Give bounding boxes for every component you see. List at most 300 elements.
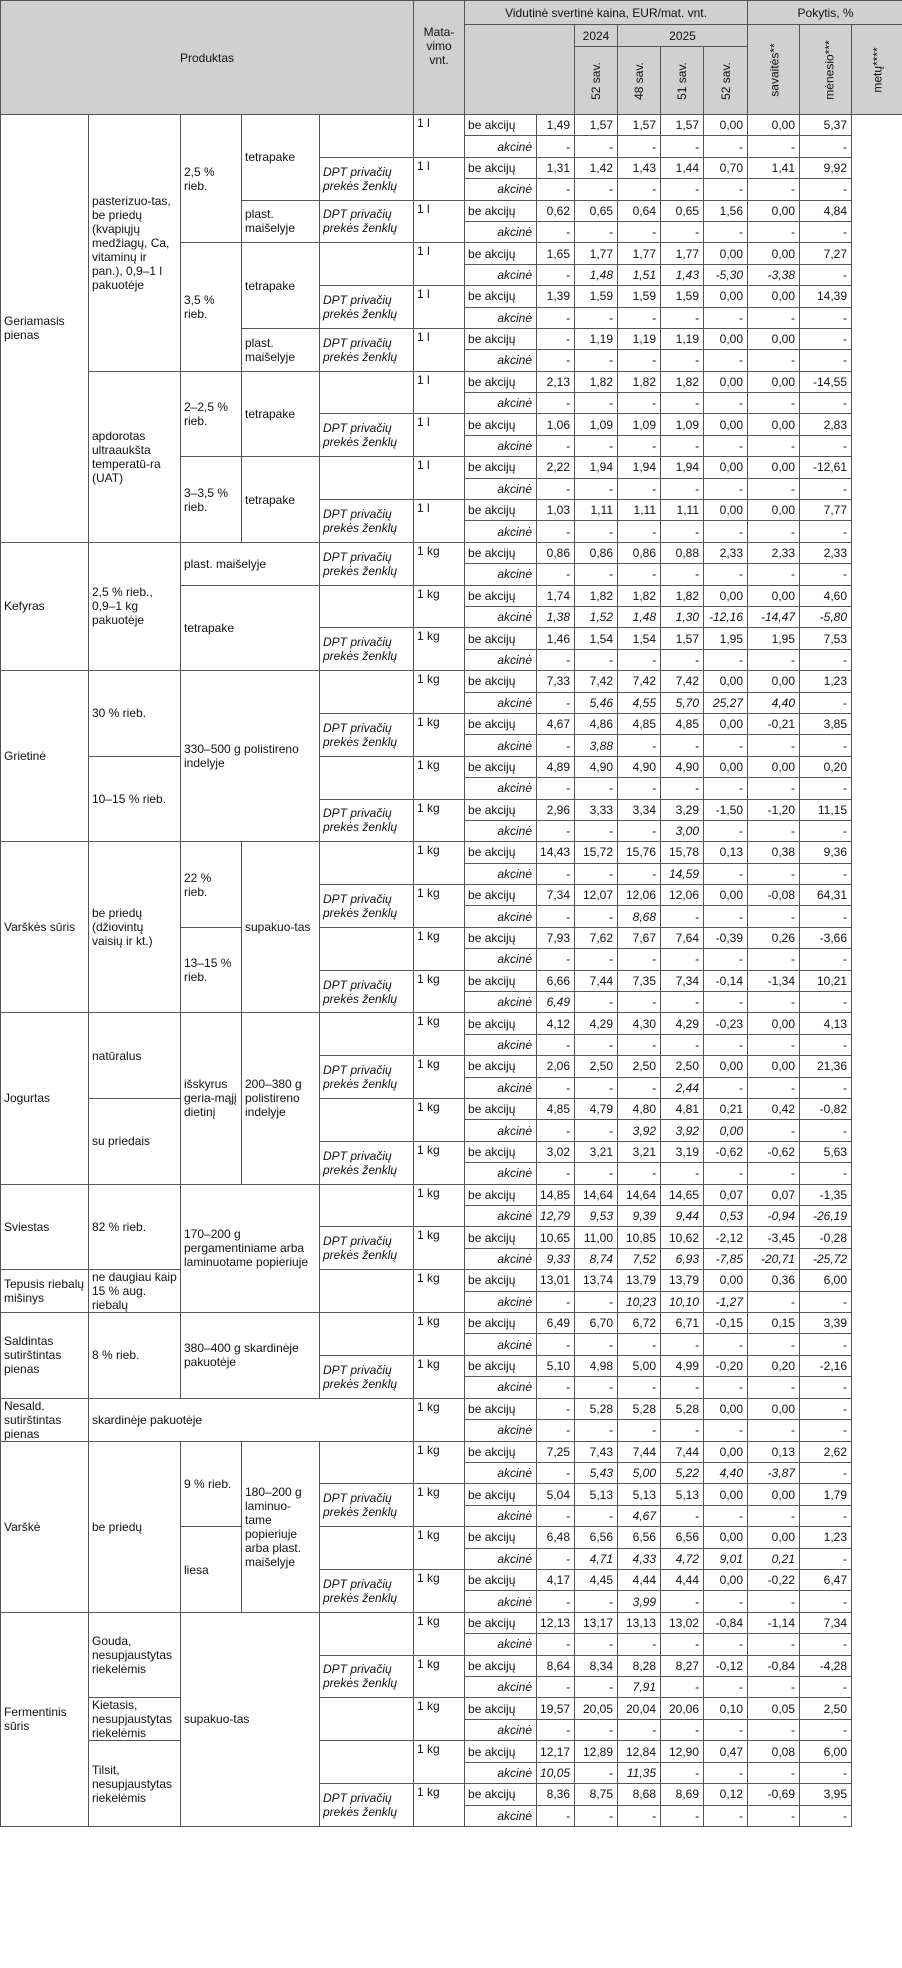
- price-cell: 0,00: [748, 457, 800, 478]
- price-cell: -: [575, 820, 618, 841]
- label-be-akciju: be akcijų: [465, 842, 537, 863]
- price-cell: -: [661, 906, 704, 927]
- label-be-akciju: be akcijų: [465, 756, 537, 777]
- price-cell: -: [800, 264, 852, 285]
- product-group: Grietinė: [1, 671, 89, 842]
- product-brand: [320, 842, 414, 885]
- table-row: [1, 1270, 902, 1292]
- price-cell: -: [800, 735, 852, 756]
- price-cell: 15,72: [575, 842, 618, 863]
- product-brand: DPT privačių prekės ženklų: [320, 1227, 414, 1270]
- price-cell: -14,47: [748, 606, 800, 627]
- price-cell: 1,59: [618, 286, 661, 307]
- price-cell: 64,31: [800, 885, 852, 906]
- price-cell: -: [537, 1163, 575, 1184]
- price-cell: 0,65: [575, 200, 618, 221]
- header-week-52-2025: 52 sav.: [704, 47, 748, 115]
- price-cell: -: [575, 1120, 618, 1141]
- label-akcine: akcinė: [465, 1120, 537, 1141]
- price-cell: 1,19: [575, 328, 618, 349]
- product-fat-or-package: supakuo-tas: [181, 1612, 320, 1826]
- price-cell: -: [618, 649, 661, 670]
- price-cell: -: [575, 778, 618, 799]
- label-be-akciju: be akcijų: [465, 1484, 537, 1505]
- price-cell: 0,00: [704, 500, 748, 521]
- label-be-akciju: be akcijų: [465, 713, 537, 734]
- price-cell: -: [661, 1034, 704, 1055]
- unit-cell: 1 kg: [414, 1612, 465, 1655]
- price-cell: -: [575, 1676, 618, 1697]
- header-year-2024: 2024: [575, 25, 618, 47]
- price-cell: 1,95: [748, 628, 800, 649]
- price-cell: 10,85: [618, 1227, 661, 1248]
- product-subtype: 30 % rieb.: [89, 671, 181, 757]
- price-cell: 1,82: [661, 585, 704, 606]
- price-cell: 2,33: [704, 542, 748, 563]
- label-akcine: akcinė: [465, 1676, 537, 1697]
- price-cell: 1,43: [618, 157, 661, 178]
- product-group: Varškės sūris: [1, 842, 89, 1013]
- price-cell: 5,13: [661, 1484, 704, 1505]
- price-cell: 0,00: [748, 1013, 800, 1034]
- price-cell: 6,00: [800, 1741, 852, 1762]
- price-cell: 7,64: [661, 927, 704, 948]
- price-cell: -: [704, 1634, 748, 1655]
- unit-cell: 1 l: [414, 115, 465, 158]
- price-cell: 5,00: [618, 1463, 661, 1484]
- product-subtype: su priedais: [89, 1098, 181, 1184]
- table-row: [1, 115, 902, 136]
- price-cell: 7,44: [575, 970, 618, 991]
- price-cell: 0,38: [748, 842, 800, 863]
- price-cell: 1,11: [618, 500, 661, 521]
- price-cell: -2,16: [800, 1355, 852, 1376]
- price-cell: -: [618, 350, 661, 371]
- price-cell: 1,94: [618, 457, 661, 478]
- price-cell: 19,57: [537, 1698, 575, 1720]
- label-akcine: akcinė: [465, 606, 537, 627]
- price-cell: -: [537, 1420, 575, 1442]
- price-cell: 0,00: [704, 713, 748, 734]
- price-cell: -: [537, 1377, 575, 1398]
- label-be-akciju: be akcijų: [465, 1398, 537, 1420]
- price-cell: 2,33: [748, 542, 800, 563]
- price-cell: 6,47: [800, 1570, 852, 1591]
- header-savaites: savaitės**: [748, 25, 800, 115]
- unit-cell: 1 kg: [414, 1655, 465, 1698]
- product-package: 180–200 g laminuo-tame popieriuje arba plast. maišelyje: [242, 1441, 320, 1612]
- table-body: [1, 115, 902, 1827]
- price-cell: 5,22: [661, 1463, 704, 1484]
- price-cell: -20,71: [748, 1248, 800, 1269]
- price-cell: 5,13: [575, 1484, 618, 1505]
- price-cell: -: [618, 521, 661, 542]
- price-cell: 4,89: [537, 756, 575, 777]
- price-cell: -: [800, 328, 852, 349]
- label-akcine: akcinė: [465, 820, 537, 841]
- label-be-akciju: be akcijų: [465, 885, 537, 906]
- label-be-akciju: be akcijų: [465, 1698, 537, 1720]
- price-cell: -: [748, 435, 800, 456]
- product-package: 200–380 g polistireno indelyje: [242, 1013, 320, 1184]
- price-cell: 9,33: [537, 1248, 575, 1269]
- product-brand: DPT privačių prekės ženklų: [320, 200, 414, 243]
- price-cell: 3,99: [618, 1591, 661, 1612]
- product-brand: DPT privačių prekės ženklų: [320, 157, 414, 200]
- price-cell: -: [748, 1120, 800, 1141]
- price-cell: 12,06: [618, 885, 661, 906]
- price-cell: -: [748, 1334, 800, 1355]
- price-cell: 25,27: [704, 692, 748, 713]
- price-cell: -: [704, 949, 748, 970]
- unit-cell: 1 kg: [414, 1141, 465, 1184]
- price-cell: -: [575, 1762, 618, 1783]
- price-cell: -: [800, 1805, 852, 1826]
- price-cell: 11,15: [800, 799, 852, 820]
- label-be-akciju: be akcijų: [465, 628, 537, 649]
- header-metu: metų****: [852, 25, 902, 115]
- product-fat-or-package: tetrapake: [181, 585, 320, 671]
- price-cell: -: [748, 136, 800, 157]
- price-cell: -: [800, 307, 852, 328]
- price-cell: -: [704, 1377, 748, 1398]
- label-be-akciju: be akcijų: [465, 200, 537, 221]
- price-cell: 8,68: [618, 906, 661, 927]
- price-cell: -: [537, 1719, 575, 1741]
- price-cell: 6,66: [537, 970, 575, 991]
- unit-cell: 1 kg: [414, 1698, 465, 1741]
- price-cell: -: [618, 820, 661, 841]
- price-cell: -: [704, 735, 748, 756]
- price-cell: -5,30: [704, 264, 748, 285]
- price-cell: -: [748, 1805, 800, 1826]
- price-cell: 1,82: [661, 371, 704, 392]
- price-cell: 1,54: [618, 628, 661, 649]
- price-cell: 12,89: [575, 1741, 618, 1762]
- unit-cell: 1 kg: [414, 542, 465, 585]
- price-cell: 8,69: [661, 1784, 704, 1805]
- price-cell: 6,93: [661, 1248, 704, 1269]
- price-cell: 12,13: [537, 1612, 575, 1633]
- table-row: [1, 1398, 902, 1420]
- price-cell: 0,36: [748, 1270, 800, 1292]
- label-be-akciju: be akcijų: [465, 1741, 537, 1762]
- product-brand: DPT privačių prekės ženklų: [320, 1784, 414, 1827]
- price-cell: 0,00: [748, 414, 800, 435]
- price-cell: -: [704, 906, 748, 927]
- price-cell: -: [800, 906, 852, 927]
- unit-cell: 1 kg: [414, 756, 465, 799]
- price-cell: -: [748, 1591, 800, 1612]
- price-cell: 3,29: [661, 799, 704, 820]
- price-cell: 1,23: [800, 671, 852, 692]
- product-brand: [320, 1441, 414, 1484]
- price-cell: -: [661, 649, 704, 670]
- price-cell: 5,04: [537, 1484, 575, 1505]
- price-cell: -25,72: [800, 1248, 852, 1269]
- price-cell: 0,00: [704, 115, 748, 136]
- price-cell: -: [748, 1163, 800, 1184]
- price-cell: 4,86: [575, 713, 618, 734]
- unit-cell: 1 l: [414, 414, 465, 457]
- price-cell: 3,21: [575, 1141, 618, 1162]
- price-cell: 1,44: [661, 157, 704, 178]
- unit-cell: 1 l: [414, 243, 465, 286]
- price-cell: 4,81: [661, 1098, 704, 1119]
- price-cell: 1,74: [537, 585, 575, 606]
- price-cell: -0,39: [704, 927, 748, 948]
- price-cell: 3,39: [800, 1313, 852, 1334]
- price-cell: 0,00: [748, 200, 800, 221]
- price-cell: -0,14: [704, 970, 748, 991]
- unit-cell: 1 kg: [414, 1398, 465, 1441]
- unit-cell: 1 l: [414, 200, 465, 243]
- product-package: plast. maišelyje: [242, 328, 320, 371]
- product-group: Geriamasis pienas: [1, 115, 89, 543]
- price-cell: -: [800, 350, 852, 371]
- price-cell: -12,61: [800, 457, 852, 478]
- product-fat-or-package: plast. maišelyje: [181, 542, 320, 585]
- price-cell: -: [537, 1034, 575, 1055]
- price-cell: -2,12: [704, 1227, 748, 1248]
- price-cell: -: [537, 328, 575, 349]
- product-fat-or-package: 330–500 g polistireno indelyje: [181, 671, 320, 842]
- price-cell: -: [575, 564, 618, 585]
- price-cell: -: [704, 393, 748, 414]
- price-cell: 13,79: [618, 1270, 661, 1292]
- product-subtype: pasterizuo-tas, be priedų (kvapiųjų medžiagų, Ca, vitaminų ir pan.), 0,9–1 l pakuotėje: [89, 115, 181, 372]
- price-cell: -1,20: [748, 799, 800, 820]
- header-week-48: 48 sav.: [618, 47, 661, 115]
- product-brand: [320, 756, 414, 799]
- label-akcine: akcinė: [465, 136, 537, 157]
- price-cell: 2,50: [618, 1056, 661, 1077]
- price-cell: -: [661, 478, 704, 499]
- price-cell: -: [704, 1334, 748, 1355]
- price-cell: 0,00: [704, 1527, 748, 1548]
- header-week-51: 51 sav.: [661, 47, 704, 115]
- price-cell: 4,85: [537, 1098, 575, 1119]
- price-cell: 1,09: [575, 414, 618, 435]
- label-be-akciju: be akcijų: [465, 927, 537, 948]
- price-cell: -: [661, 949, 704, 970]
- label-akcine: akcinė: [465, 1163, 537, 1184]
- price-cell: -: [661, 564, 704, 585]
- price-cell: -: [537, 1120, 575, 1141]
- label-akcine: akcinė: [465, 1205, 537, 1226]
- price-cell: -: [537, 1591, 575, 1612]
- price-cell: 1,51: [618, 264, 661, 285]
- price-cell: -: [800, 1505, 852, 1526]
- price-cell: 13,02: [661, 1612, 704, 1633]
- price-cell: 13,17: [575, 1612, 618, 1633]
- unit-cell: 1 kg: [414, 1056, 465, 1099]
- price-cell: -: [575, 992, 618, 1013]
- price-cell: 3,92: [618, 1120, 661, 1141]
- price-cell: 0,00: [704, 671, 748, 692]
- price-cell: -0,84: [704, 1612, 748, 1633]
- product-brand: DPT privačių prekės ženklų: [320, 414, 414, 457]
- price-cell: -: [537, 350, 575, 371]
- unit-cell: 1 kg: [414, 628, 465, 671]
- label-be-akciju: be akcijų: [465, 799, 537, 820]
- price-cell: 1,06: [537, 414, 575, 435]
- label-akcine: akcinė: [465, 906, 537, 927]
- price-cell: 1,48: [575, 264, 618, 285]
- price-cell: -: [748, 1077, 800, 1098]
- price-cell: 5,10: [537, 1355, 575, 1376]
- price-cell: -: [704, 1762, 748, 1783]
- label-akcine: akcinė: [465, 778, 537, 799]
- price-cell: 4,13: [800, 1013, 852, 1034]
- price-cell: 9,36: [800, 842, 852, 863]
- price-cell: 4,67: [618, 1505, 661, 1526]
- price-cell: -: [704, 564, 748, 585]
- price-cell: -: [748, 179, 800, 200]
- price-cell: 10,23: [618, 1291, 661, 1313]
- price-cell: -1,34: [748, 970, 800, 991]
- price-cell: 1,59: [575, 286, 618, 307]
- price-cell: 1,82: [618, 585, 661, 606]
- price-cell: -: [800, 136, 852, 157]
- price-cell: 2,33: [800, 542, 852, 563]
- price-cell: -: [704, 1591, 748, 1612]
- price-cell: -: [661, 521, 704, 542]
- product-brand: DPT privačių prekės ženklų: [320, 1056, 414, 1099]
- price-cell: 0,47: [704, 1741, 748, 1762]
- price-cell: -: [748, 820, 800, 841]
- price-cell: -: [704, 863, 748, 884]
- price-cell: -: [575, 435, 618, 456]
- price-cell: -: [748, 863, 800, 884]
- price-cell: 0,13: [704, 842, 748, 863]
- price-cell: -: [618, 478, 661, 499]
- label-akcine: akcinė: [465, 1463, 537, 1484]
- price-cell: 1,94: [661, 457, 704, 478]
- price-cell: -: [537, 949, 575, 970]
- product-brand: DPT privačių prekės ženklų: [320, 1355, 414, 1398]
- label-be-akciju: be akcijų: [465, 1655, 537, 1676]
- price-cell: -: [704, 179, 748, 200]
- product-fat-or-package: 3,5 % rieb.: [181, 243, 242, 371]
- label-akcine: akcinė: [465, 307, 537, 328]
- price-cell: 8,28: [618, 1655, 661, 1676]
- unit-cell: 1 kg: [414, 799, 465, 842]
- price-cell: -: [537, 1548, 575, 1569]
- price-cell: -: [575, 1591, 618, 1612]
- price-cell: 10,10: [661, 1291, 704, 1313]
- product-brand: [320, 585, 414, 628]
- table-row: [1, 1612, 902, 1633]
- price-cell: -: [704, 1163, 748, 1184]
- price-cell: 1,54: [575, 628, 618, 649]
- price-cell: -: [800, 1676, 852, 1697]
- unit-cell: 1 kg: [414, 1227, 465, 1270]
- product-fat-or-package: 380–400 g skardinėje pakuotėje: [181, 1313, 320, 1399]
- unit-cell: 1 kg: [414, 970, 465, 1013]
- price-cell: 15,76: [618, 842, 661, 863]
- price-cell: -: [748, 521, 800, 542]
- price-cell: 7,25: [537, 1441, 575, 1462]
- price-cell: -: [748, 478, 800, 499]
- price-cell: -: [748, 778, 800, 799]
- price-cell: 0,00: [704, 371, 748, 392]
- price-cell: 1,31: [537, 157, 575, 178]
- unit-cell: 1 kg: [414, 585, 465, 628]
- price-cell: 0,86: [618, 542, 661, 563]
- product-fat-or-package: 13–15 % rieb.: [181, 927, 242, 1013]
- product-fat-or-package: 170–200 g pergamentiniame arba laminuotame popieriuje: [181, 1184, 320, 1313]
- label-be-akciju: be akcijų: [465, 1784, 537, 1805]
- price-cell: -: [748, 221, 800, 242]
- price-cell: -: [618, 1163, 661, 1184]
- table-row: [1, 671, 902, 692]
- price-cell: -: [800, 1398, 852, 1420]
- price-cell: 4,85: [661, 713, 704, 734]
- unit-cell: 1 kg: [414, 842, 465, 885]
- price-cell: 0,53: [704, 1205, 748, 1226]
- price-cell: 8,68: [618, 1784, 661, 1805]
- label-be-akciju: be akcijų: [465, 414, 537, 435]
- price-cell: -0,08: [748, 885, 800, 906]
- price-cell: -3,38: [748, 264, 800, 285]
- price-cell: -: [800, 778, 852, 799]
- price-cell: 10,21: [800, 970, 852, 991]
- product-brand: [320, 115, 414, 158]
- price-cell: -: [800, 949, 852, 970]
- product-fat-or-package: 9 % rieb.: [181, 1441, 242, 1527]
- product-subtype: 10–15 % rieb.: [89, 756, 181, 842]
- price-cell: 1,57: [575, 115, 618, 136]
- price-cell: 1,03: [537, 500, 575, 521]
- price-cell: 6,72: [618, 1313, 661, 1334]
- price-cell: -: [618, 1805, 661, 1826]
- price-cell: 2,13: [537, 371, 575, 392]
- price-cell: -3,87: [748, 1463, 800, 1484]
- price-cell: 0,65: [661, 200, 704, 221]
- price-cell: -: [661, 1334, 704, 1355]
- price-cell: 0,00: [704, 243, 748, 264]
- price-cell: -: [537, 564, 575, 585]
- price-cell: -: [704, 1505, 748, 1526]
- price-cell: -: [537, 478, 575, 499]
- price-cell: 4,44: [661, 1570, 704, 1591]
- price-cell: 7,27: [800, 243, 852, 264]
- price-cell: -: [704, 778, 748, 799]
- price-cell: -: [618, 393, 661, 414]
- price-cell: 1,46: [537, 628, 575, 649]
- price-cell: -0,21: [748, 713, 800, 734]
- price-cell: -: [748, 992, 800, 1013]
- price-cell: 4,85: [618, 713, 661, 734]
- unit-cell: 1 kg: [414, 1741, 465, 1784]
- price-cell: -: [618, 1334, 661, 1355]
- unit-cell: 1 kg: [414, 1355, 465, 1398]
- label-be-akciju: be akcijų: [465, 1441, 537, 1462]
- product-package: tetrapake: [242, 115, 320, 201]
- price-cell: -: [537, 307, 575, 328]
- price-cell: -: [748, 1762, 800, 1783]
- price-cell: 1,09: [661, 414, 704, 435]
- price-cell: -: [537, 863, 575, 884]
- price-cell: 14,64: [618, 1184, 661, 1205]
- label-be-akciju: be akcijų: [465, 115, 537, 136]
- price-cell: -: [748, 393, 800, 414]
- price-cell: 4,29: [575, 1013, 618, 1034]
- product-brand: DPT privačių prekės ženklų: [320, 286, 414, 329]
- price-cell: -: [537, 221, 575, 242]
- product-subtype: apdorotas ultraaukšta temperatū-ra (UAT): [89, 371, 181, 542]
